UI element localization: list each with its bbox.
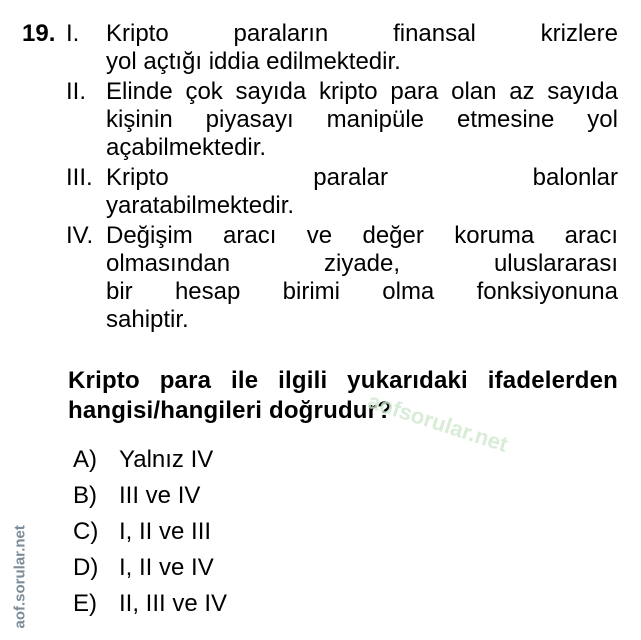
statement-line: bir hesap birimi olma fonksiyonuna bbox=[106, 278, 618, 305]
option-letter: E) bbox=[73, 590, 97, 617]
statement-line: Değişim aracı ve değer koruma aracı bbox=[106, 222, 618, 249]
option-e[interactable] bbox=[73, 586, 227, 622]
roman-numeral: IV. bbox=[66, 222, 94, 249]
question-number: 19. bbox=[22, 20, 56, 47]
stem-line: hangisi/hangileri doğrudur? bbox=[68, 397, 393, 424]
option-letter: C) bbox=[73, 518, 99, 545]
statement-line: kişinin piyasayı manipüle etmesine yol bbox=[106, 106, 618, 133]
option-d[interactable] bbox=[73, 550, 214, 586]
stem-line: Kripto para ile ilgili yukarıdaki ifadelerden bbox=[68, 367, 618, 394]
roman-numeral: I. bbox=[66, 20, 80, 47]
option-letter: D) bbox=[73, 554, 99, 581]
option-text: II, III ve IV bbox=[119, 590, 228, 617]
roman-numeral: II. bbox=[66, 78, 87, 105]
option-b[interactable] bbox=[73, 478, 200, 514]
statement-line: Elinde çok sayıda kripto para olan az sayıda bbox=[106, 78, 618, 105]
option-letter: A) bbox=[73, 446, 97, 473]
option-c[interactable] bbox=[73, 514, 211, 550]
option-text: I, II ve IV bbox=[119, 554, 214, 581]
statement-line: yaratabilmektedir. bbox=[106, 192, 295, 219]
watermark-side: aof.sorular.net bbox=[11, 525, 29, 629]
option-text: III ve IV bbox=[119, 482, 201, 509]
option-a[interactable] bbox=[73, 442, 213, 478]
statement-line: açabilmektedir. bbox=[106, 134, 267, 161]
question-stem bbox=[68, 366, 618, 426]
statement-line: Kripto paralar balonlar bbox=[106, 164, 618, 191]
option-text: Yalnız IV bbox=[119, 446, 214, 473]
option-letter: B) bbox=[73, 482, 97, 509]
statement-line: olmasından ziyade, uluslararası bbox=[106, 250, 618, 277]
statement-line: Kripto paraların finansal krizlere bbox=[106, 20, 618, 47]
statement-line: yol açtığı iddia edilmektedir. bbox=[106, 48, 401, 75]
statement-line: sahiptir. bbox=[106, 306, 189, 333]
option-text: I, II ve III bbox=[119, 518, 212, 545]
roman-numeral: III. bbox=[66, 164, 93, 191]
watermark-diagonal: aofsorular.net bbox=[364, 388, 511, 457]
